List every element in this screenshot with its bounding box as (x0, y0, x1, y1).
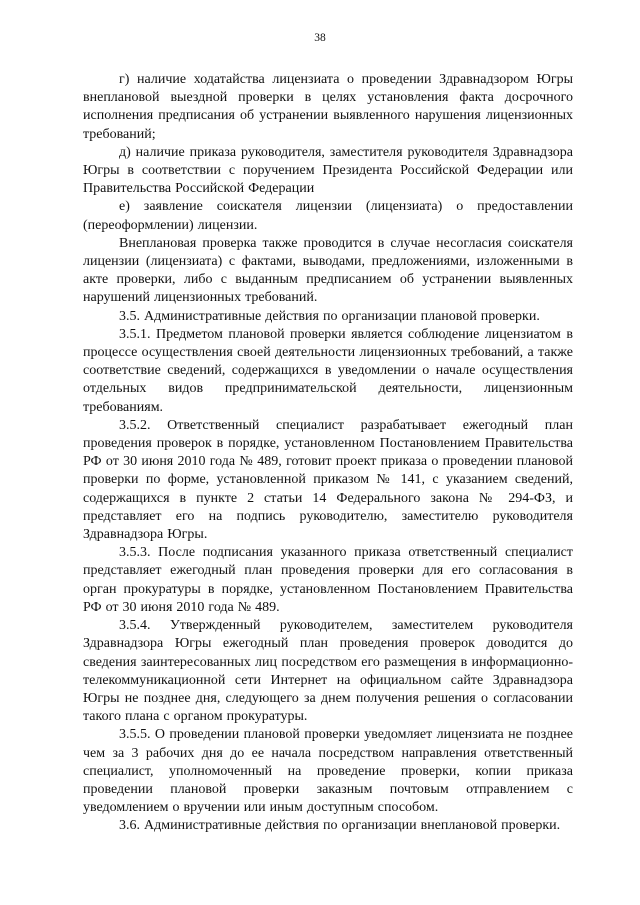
paragraph-item-g: г) наличие ходатайства лицензиата о проведении Здравнадзором Югры внеплановой выездной проверки в целях установления факта досрочного исполнения предписания об устранении выявленного нарушения лицензионных требований; (83, 72, 573, 142)
paragraph-3-5-4: 3.5.4. Утвержденный руководителем, заместителем руководителя Здравнадзора Югры ежегодный план проведения проверок доводится до сведения заинтересованных лиц посредством его размещения в информационно-телекоммуникационной сети Интернет на официальном сайте Здравнадзора Югры не позднее дня, следующего за днем получения решения о согласовании такого плана с органом прокуратуры. (83, 618, 573, 725)
document-body (83, 71, 573, 836)
paragraph-3-5-5: 3.5.5. О проведении плановой проверки уведомляет лицензиата не позднее чем за 3 рабочих дня до ее начала посредством направления ответственный специалист, уполномоченный на проведение проверки, копии приказа проведении плановой проверки заказным почтовым отправлением с уведомлением о вручении или иным доступным способом. (83, 727, 573, 816)
section-heading-3-5: 3.5. Административные действия по организации плановой проверки. (119, 308, 540, 324)
page-number: 38 (314, 32, 326, 44)
paragraph-unscheduled-inspection: Внеплановая проверка также проводится в случае несогласия соискателя лицензии (лицензиата) с фактами, выводами, предложениями, изложенными в акте проверки, либо с выданным предписанием об устранении выявленных нарушений лицензионных требований. (83, 235, 573, 306)
paragraph-3-5-1: 3.5.1. Предметом плановой проверки является соблюдение лицензиатом в процессе осуществления своей деятельности лицензионных требований, а также соответствие сведений, содержащихся в уведомлении о начале осуществления отдельных видов предпринимательской деятельности, лицензионным требованиям. (83, 326, 573, 415)
paragraph-item-e: е) заявление соискателя лицензии (лицензиата) о предоставлении (переоформлении) лицензии. (83, 199, 573, 233)
paragraph-3-5-3: 3.5.3. После подписания указанного приказа ответственный специалист представляет ежегодный план проведения проверки для его согласования в орган прокуратуры в порядке, установленном Постановлением Правительства РФ от 30 июня 2010 года № 489. (83, 545, 573, 615)
paragraph-item-d: д) наличие приказа руководителя, заместителя руководителя Здравнадзора Югры в соответствии с поручением Президента Российской Федерации или Правительства Российской Федерации (83, 144, 573, 197)
paragraph-3-5-2: 3.5.2. Ответственный специалист разрабатывает ежегодный план проведения проверок в порядке, установленном Постановлением Правительства РФ от 30 июня 2010 года № 489, готовит проект приказа о проведении плановой проверки по форме, установленной приказом № 141, с указанием сведений, содержащихся в пункте 2 статьи 14 Федерального закона № 294-ФЗ, и представляет его на подпись руководителю, заместителю руководителя Здравнадзора Югры. (83, 417, 573, 543)
section-heading-3-6: 3.6. Административные действия по организации внеплановой проверки. (119, 818, 561, 834)
